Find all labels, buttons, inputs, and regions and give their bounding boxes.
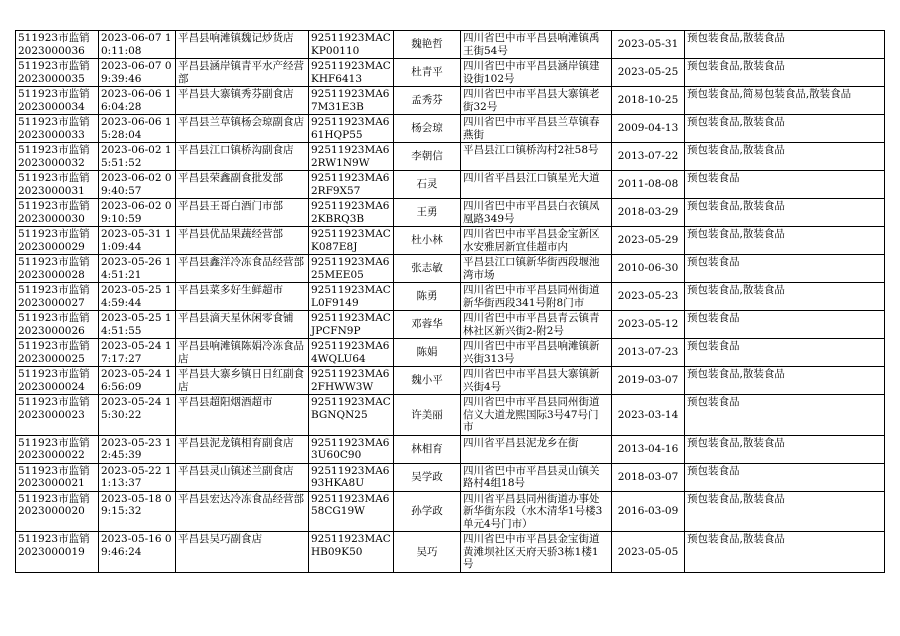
- credit-code-cell: 92511923MA693HKA8U: [309, 463, 394, 491]
- table-row: [16, 395, 885, 436]
- legal-person-cell: 张志敏: [394, 255, 461, 283]
- license-number-cell: 511923市监销2023000031: [16, 171, 99, 199]
- business-scope-cell: 预包装食品,散装食品: [685, 367, 885, 395]
- license-number-cell: 511923市监销2023000030: [16, 199, 99, 227]
- business-scope-cell: 预包装食品,散装食品: [685, 435, 885, 463]
- credit-code-cell: 92511923MA661HQP55: [309, 115, 394, 143]
- cancel-date-cell: 2023-05-23 12:45:39: [99, 435, 176, 463]
- license-number-cell: 511923市监销2023000025: [16, 339, 99, 367]
- business-scope-cell: 预包装食品: [685, 255, 885, 283]
- credit-code-cell: 92511923MA63U60C90: [309, 435, 394, 463]
- license-number-cell: 511923市监销2023000036: [16, 31, 99, 59]
- business-scope-cell: 预包装食品,简易包装食品,散装食品: [685, 87, 885, 115]
- business-name-cell: 平昌县鑫洋冷冻食品经营部: [176, 255, 309, 283]
- business-scope-cell: 预包装食品: [685, 395, 885, 436]
- credit-code-cell: 92511923MACJPCFN9P: [309, 311, 394, 339]
- license-number-cell: 511923市监销2023000022: [16, 435, 99, 463]
- business-scope-cell: 预包装食品: [685, 171, 885, 199]
- credit-code-cell: 92511923MACKP00110: [309, 31, 394, 59]
- table-row: [16, 143, 885, 171]
- cancel-date-cell: 2023-05-24 16:56:09: [99, 367, 176, 395]
- cancel-date-cell: 2023-05-24 17:17:27: [99, 339, 176, 367]
- business-scope-cell: 预包装食品: [685, 463, 885, 491]
- cancel-date-cell: 2023-06-07 09:39:46: [99, 59, 176, 87]
- business-name-cell: 平昌县超阳烟酒超市: [176, 395, 309, 436]
- cancel-date-cell: 2023-06-02 09:10:59: [99, 199, 176, 227]
- credit-code-cell: 92511923MACKHF6413: [309, 59, 394, 87]
- establish-date-cell: 2018-10-25: [612, 87, 685, 115]
- table-row: [16, 171, 885, 199]
- legal-person-cell: 吴学政: [394, 463, 461, 491]
- credit-code-cell: 92511923MA658CG19W: [309, 491, 394, 532]
- business-scope-cell: 预包装食品: [685, 311, 885, 339]
- license-cancellation-table: [15, 30, 885, 573]
- legal-person-cell: 魏艳哲: [394, 31, 461, 59]
- address-cell: 四川省巴中市平昌县同州街道信义大道龙熙国际3号47号门市: [461, 395, 612, 436]
- cancel-date-cell: 2023-05-16 09:46:24: [99, 532, 176, 573]
- business-scope-cell: 预包装食品,散装食品: [685, 59, 885, 87]
- legal-person-cell: 邓蓉华: [394, 311, 461, 339]
- credit-code-cell: 92511923MA62RW1N9W: [309, 143, 394, 171]
- table-row: [16, 339, 885, 367]
- table-row: [16, 367, 885, 395]
- business-name-cell: 平昌县菜多好生鲜超市: [176, 283, 309, 311]
- cancel-date-cell: 2023-06-06 15:28:04: [99, 115, 176, 143]
- cancel-date-cell: 2023-05-25 14:59:44: [99, 283, 176, 311]
- business-scope-cell: 预包装食品: [685, 339, 885, 367]
- legal-person-cell: 魏小平: [394, 367, 461, 395]
- credit-code-cell: 92511923MACBGNQN25: [309, 395, 394, 436]
- license-number-cell: 511923市监销2023000034: [16, 87, 99, 115]
- legal-person-cell: 孙学政: [394, 491, 461, 532]
- business-name-cell: 平昌县响滩镇魏记炒货店: [176, 31, 309, 59]
- address-cell: 四川省巴中市平昌县响滩镇禹王街54号: [461, 31, 612, 59]
- establish-date-cell: 2010-06-30: [612, 255, 685, 283]
- cancel-date-cell: 2023-06-06 16:04:28: [99, 87, 176, 115]
- table-row: [16, 255, 885, 283]
- business-scope-cell: 预包装食品,散装食品: [685, 31, 885, 59]
- address-cell: 平昌县江口镇桥沟村2社58号: [461, 143, 612, 171]
- license-number-cell: 511923市监销2023000020: [16, 491, 99, 532]
- cancel-date-cell: 2023-05-22 11:13:37: [99, 463, 176, 491]
- business-name-cell: 平昌县大寨镇秀芬副食店: [176, 87, 309, 115]
- establish-date-cell: 2023-05-05: [612, 532, 685, 573]
- license-number-cell: 511923市监销2023000029: [16, 227, 99, 255]
- license-number-cell: 511923市监销2023000023: [16, 395, 99, 436]
- address-cell: 四川省巴中市平昌县灵山镇关路村4组18号: [461, 463, 612, 491]
- credit-code-cell: 92511923MACK087E8J: [309, 227, 394, 255]
- license-number-cell: 511923市监销2023000027: [16, 283, 99, 311]
- cancel-date-cell: 2023-05-26 14:51:21: [99, 255, 176, 283]
- establish-date-cell: 2023-05-23: [612, 283, 685, 311]
- credit-code-cell: 92511923MA64WQLU64: [309, 339, 394, 367]
- credit-code-cell: 92511923MA62FHWW3W: [309, 367, 394, 395]
- establish-date-cell: 2023-05-31: [612, 31, 685, 59]
- license-number-cell: 511923市监销2023000024: [16, 367, 99, 395]
- establish-date-cell: 2013-07-23: [612, 339, 685, 367]
- business-name-cell: 平昌县荣鑫副食批发部: [176, 171, 309, 199]
- table-row: [16, 199, 885, 227]
- business-name-cell: 平昌县响滩镇陈娟冷冻食品店: [176, 339, 309, 367]
- establish-date-cell: 2018-03-07: [612, 463, 685, 491]
- table-row: [16, 283, 885, 311]
- business-scope-cell: 预包装食品,散装食品: [685, 532, 885, 573]
- business-name-cell: 平昌县吴巧副食店: [176, 532, 309, 573]
- business-name-cell: 平昌县泥龙镇相育副食店: [176, 435, 309, 463]
- address-cell: 四川省巴中市平昌县白衣镇凤凰路349号: [461, 199, 612, 227]
- address-cell: 四川省巴中市平昌县大寨镇新兴街4号: [461, 367, 612, 395]
- table-body: [16, 31, 885, 573]
- business-name-cell: 平昌县江口镇桥沟副食店: [176, 143, 309, 171]
- business-scope-cell: 预包装食品,散装食品: [685, 199, 885, 227]
- legal-person-cell: 杜小林: [394, 227, 461, 255]
- business-name-cell: 平昌县王哥白酒门市部: [176, 199, 309, 227]
- legal-person-cell: 吴巧: [394, 532, 461, 573]
- table-row: [16, 491, 885, 532]
- address-cell: 四川省平昌县同州街道办事处新华街东段（水木清华1号楼3单元4号门市）: [461, 491, 612, 532]
- address-cell: 四川省巴中市平昌县同州街道新华街西段341号附8门市: [461, 283, 612, 311]
- table-row: [16, 31, 885, 59]
- legal-person-cell: 杨会琼: [394, 115, 461, 143]
- business-scope-cell: 预包装食品,散装食品: [685, 143, 885, 171]
- establish-date-cell: 2013-07-22: [612, 143, 685, 171]
- address-cell: 四川省巴中市平昌县金宝新区水安雅居新宜佳超市内: [461, 227, 612, 255]
- license-number-cell: 511923市监销2023000028: [16, 255, 99, 283]
- business-name-cell: 平昌县兰草镇杨会琼副食店: [176, 115, 309, 143]
- license-number-cell: 511923市监销2023000035: [16, 59, 99, 87]
- business-name-cell: 平昌县滴天星休闲零食铺: [176, 311, 309, 339]
- legal-person-cell: 陈娟: [394, 339, 461, 367]
- table-row: [16, 463, 885, 491]
- cancel-date-cell: 2023-05-25 14:51:55: [99, 311, 176, 339]
- table-row: [16, 87, 885, 115]
- establish-date-cell: 2018-03-29: [612, 199, 685, 227]
- business-name-cell: 平昌县优品果蔬经营部: [176, 227, 309, 255]
- address-cell: 四川省巴中市平昌县涵岸镇建设街102号: [461, 59, 612, 87]
- establish-date-cell: 2023-03-14: [612, 395, 685, 436]
- credit-code-cell: 92511923MA625MEE05: [309, 255, 394, 283]
- business-scope-cell: 预包装食品,散装食品: [685, 491, 885, 532]
- legal-person-cell: 陈勇: [394, 283, 461, 311]
- business-scope-cell: 预包装食品,散装食品: [685, 115, 885, 143]
- license-number-cell: 511923市监销2023000019: [16, 532, 99, 573]
- legal-person-cell: 林相育: [394, 435, 461, 463]
- legal-person-cell: 石灵: [394, 171, 461, 199]
- license-number-cell: 511923市监销2023000021: [16, 463, 99, 491]
- establish-date-cell: 2023-05-25: [612, 59, 685, 87]
- business-scope-cell: 预包装食品,散装食品: [685, 227, 885, 255]
- table-row: [16, 435, 885, 463]
- establish-date-cell: 2019-03-07: [612, 367, 685, 395]
- establish-date-cell: 2023-05-29: [612, 227, 685, 255]
- establish-date-cell: 2016-03-09: [612, 491, 685, 532]
- address-cell: 四川省巴中市平昌县兰草镇春燕街: [461, 115, 612, 143]
- address-cell: 四川省巴中市平昌县青云镇青林社区新兴街2-附2号: [461, 311, 612, 339]
- business-name-cell: 平昌县大寨乡镇日日红副食店: [176, 367, 309, 395]
- cancel-date-cell: 2023-06-02 15:51:52: [99, 143, 176, 171]
- legal-person-cell: 杜青平: [394, 59, 461, 87]
- table-row: [16, 227, 885, 255]
- address-cell: 四川省巴中市平昌县大寨镇老街32号: [461, 87, 612, 115]
- license-number-cell: 511923市监销2023000026: [16, 311, 99, 339]
- business-name-cell: 平昌县宏达冷冻食品经营部: [176, 491, 309, 532]
- address-cell: 四川省平昌县江口镇星光大道: [461, 171, 612, 199]
- legal-person-cell: 孟秀芬: [394, 87, 461, 115]
- table-row: [16, 59, 885, 87]
- cancel-date-cell: 2023-05-18 09:15:32: [99, 491, 176, 532]
- address-cell: 平昌县江口镇新华街西段堰池湾市场: [461, 255, 612, 283]
- legal-person-cell: 李朝信: [394, 143, 461, 171]
- credit-code-cell: 92511923MA62KBRQ3B: [309, 199, 394, 227]
- legal-person-cell: 王勇: [394, 199, 461, 227]
- credit-code-cell: 92511923MACL0F9149: [309, 283, 394, 311]
- establish-date-cell: 2013-04-16: [612, 435, 685, 463]
- establish-date-cell: 2009-04-13: [612, 115, 685, 143]
- credit-code-cell: 92511923MACHB09K50: [309, 532, 394, 573]
- cancel-date-cell: 2023-06-07 10:11:08: [99, 31, 176, 59]
- address-cell: 四川省巴中市平昌县金宝街道黄滩坝社区天府天骄3栋1楼1号: [461, 532, 612, 573]
- legal-person-cell: 许美丽: [394, 395, 461, 436]
- license-number-cell: 511923市监销2023000033: [16, 115, 99, 143]
- establish-date-cell: 2023-05-12: [612, 311, 685, 339]
- address-cell: 四川省平昌县泥龙乡在街: [461, 435, 612, 463]
- address-cell: 四川省巴中市平昌县响滩镇新兴街313号: [461, 339, 612, 367]
- cancel-date-cell: 2023-05-31 11:09:44: [99, 227, 176, 255]
- cancel-date-cell: 2023-05-24 15:30:22: [99, 395, 176, 436]
- business-name-cell: 平昌县涵岸镇青平水产经营部: [176, 59, 309, 87]
- table-row: [16, 115, 885, 143]
- cancel-date-cell: 2023-06-02 09:40:57: [99, 171, 176, 199]
- establish-date-cell: 2011-08-08: [612, 171, 685, 199]
- business-name-cell: 平昌县灵山镇述兰副食店: [176, 463, 309, 491]
- credit-code-cell: 92511923MA62RF9X57: [309, 171, 394, 199]
- table-row: [16, 532, 885, 573]
- credit-code-cell: 92511923MA67M31E3B: [309, 87, 394, 115]
- license-number-cell: 511923市监销2023000032: [16, 143, 99, 171]
- business-scope-cell: 预包装食品,散装食品: [685, 283, 885, 311]
- table-row: [16, 311, 885, 339]
